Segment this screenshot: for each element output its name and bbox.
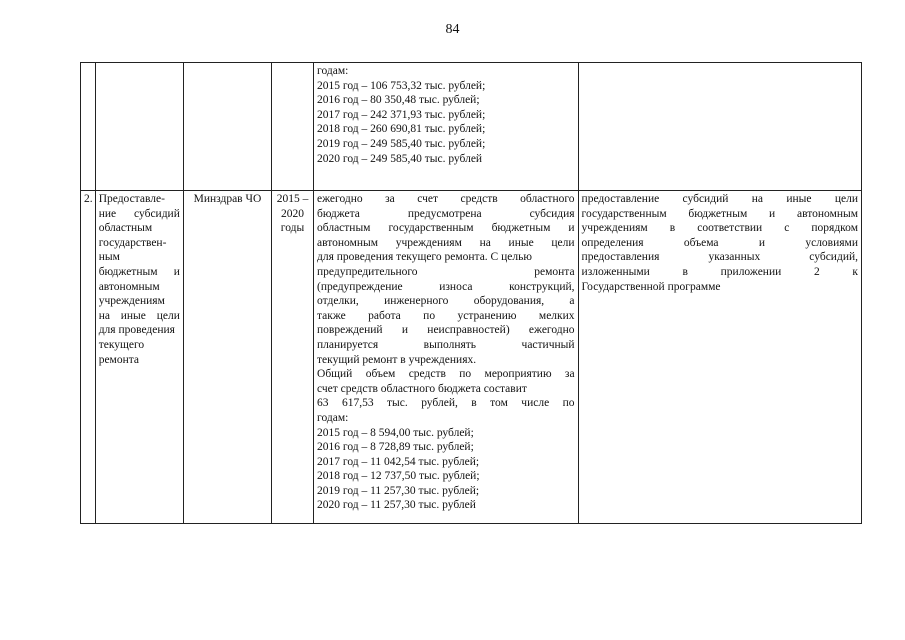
- cell-number: [81, 63, 96, 191]
- description-line: планируется выполнять частичный: [317, 338, 575, 351]
- executor: Минздрав ЧО: [193, 193, 262, 205]
- year-amount: 2019 год – 249 585,40 тыс. рублей;: [317, 137, 486, 150]
- description-line: 63 617,53 тыс. рублей, в том числе по: [317, 397, 575, 410]
- year-amount: 2017 год – 11 042,54 тыс. рублей;: [317, 455, 480, 468]
- measure-name-line: на иные цели: [98, 309, 180, 322]
- result-line: государственным бюджетным и автономным: [581, 207, 858, 220]
- table-row: [81, 63, 862, 191]
- result-line: Государственной программе: [581, 280, 721, 293]
- description-line: бюджета предусмотрена субсидия: [317, 207, 575, 220]
- cell-result: [578, 63, 861, 191]
- year-amount: 2020 год – 11 257,30 тыс. рублей: [317, 499, 476, 512]
- description-line: (предупреждение износа конструкций,: [317, 280, 575, 293]
- measure-name-line: бюджетным и: [98, 265, 180, 278]
- page-number: 84: [445, 22, 460, 37]
- description-line: автономным учреждениям на иные цели: [317, 236, 575, 249]
- cell-term: [272, 63, 314, 191]
- measure-name-line: автономным: [98, 280, 160, 293]
- cell-description: [314, 191, 579, 524]
- cell-description: [314, 63, 579, 191]
- measure-name-line: для проведения: [98, 324, 175, 337]
- term-line: годы: [280, 222, 305, 235]
- description-line: ежегодно за счет средств областного: [317, 193, 575, 205]
- description-line: областным государственным бюджетным и: [317, 222, 575, 235]
- year-amount: 2015 год – 106 753,32 тыс. рублей;: [317, 79, 486, 92]
- description-line: также работа по устранению мелких: [317, 309, 575, 322]
- description-line: отделки, инженерного оборудования, а: [317, 295, 575, 308]
- year-amount: 2016 год – 8 728,89 тыс. рублей;: [317, 441, 474, 454]
- measure-name-line: областным: [98, 222, 153, 235]
- result-line: предоставление субсидий на иные цели: [581, 193, 858, 205]
- measure-name-line: государствен-: [98, 236, 167, 249]
- year-amount: 2019 год – 11 257,30 тыс. рублей;: [317, 484, 480, 497]
- cell-name: [95, 63, 183, 191]
- program-measures-table: [80, 62, 862, 524]
- year-amount: 2017 год – 242 371,93 тыс. рублей;: [317, 108, 486, 121]
- measure-name-line: ным: [98, 251, 120, 264]
- table-row: [81, 191, 862, 524]
- description-line: для проведения текущего ремонта. С целью: [317, 251, 532, 264]
- row-number: 2.: [84, 193, 93, 205]
- description-line: счет средств областного бюджета составит: [317, 382, 527, 395]
- cell-number: [81, 191, 96, 524]
- description-line: текущий ремонт в учреждениях.: [317, 353, 477, 366]
- measure-name-line: учреждениям: [98, 295, 165, 308]
- term-line: 2020: [281, 207, 305, 220]
- cell-name: [95, 191, 183, 524]
- year-amount: 2015 год – 8 594,00 тыс. рублей;: [317, 426, 474, 439]
- term-line: 2015 –: [276, 193, 309, 205]
- cell-result: [578, 191, 861, 524]
- result-line: предоставления указанных субсидий,: [581, 251, 858, 264]
- cell-executor: [183, 191, 271, 524]
- measure-name-line: ремонта: [98, 353, 139, 366]
- result-line: учреждениям в соответствии с порядком: [581, 222, 858, 235]
- cell-executor: [183, 63, 271, 191]
- measure-name-line: ние субсидий: [98, 207, 180, 220]
- years-intro: годам:: [317, 65, 349, 77]
- description-line: годам:: [317, 411, 349, 424]
- description-line: Общий объем средств по мероприятию за: [317, 368, 575, 381]
- result-line: определения объема и условиями: [581, 236, 858, 249]
- year-amount: 2018 год – 12 737,50 тыс. рублей;: [317, 470, 480, 483]
- cell-term: [272, 191, 314, 524]
- measure-name-line: Предоставле-: [98, 193, 165, 205]
- description-line: предупредительного ремонта: [317, 265, 575, 278]
- year-amount: 2020 год – 249 585,40 тыс. рублей: [317, 152, 483, 165]
- year-amount: 2016 год – 80 350,48 тыс. рублей;: [317, 94, 480, 107]
- year-amount: 2018 год – 260 690,81 тыс. рублей;: [317, 123, 486, 136]
- description-line: повреждений и неисправностей) ежегодно: [317, 324, 575, 337]
- measure-name-line: текущего: [98, 338, 145, 351]
- result-line: изложенными в приложении 2 к: [581, 265, 858, 278]
